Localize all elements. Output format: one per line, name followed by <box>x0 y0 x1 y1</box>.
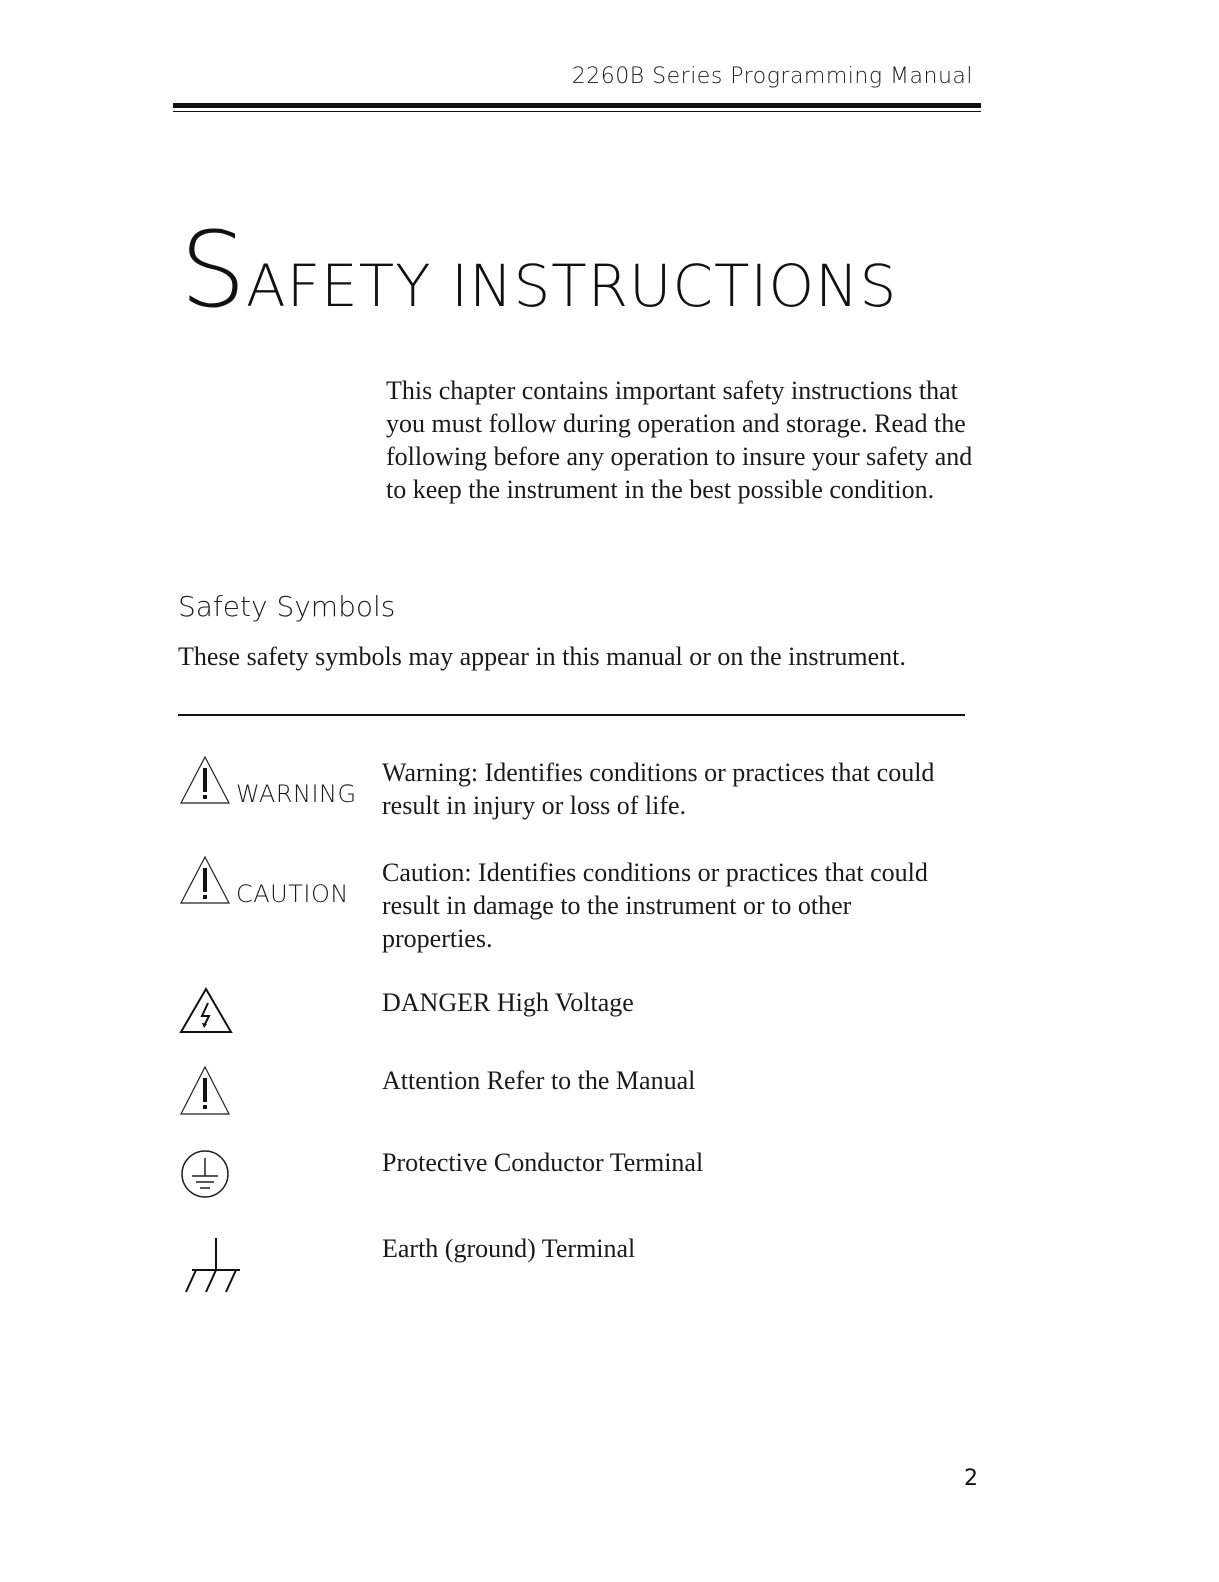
page-number: 2 <box>964 1466 978 1491</box>
running-header: 2260B Series Programming Manual <box>571 64 973 89</box>
warning-description: Warning: Identifies conditions or practices that could result in injury or loss of life. <box>382 758 935 820</box>
section-rule <box>178 714 965 716</box>
high-voltage-description: DANGER High Voltage <box>382 988 634 1017</box>
caution-badge: CAUTION <box>236 880 349 908</box>
symbol-row-attention <box>178 1064 968 1118</box>
symbol-row-high-voltage <box>178 986 968 1036</box>
section-heading: Safety Symbols <box>178 590 396 623</box>
header-rule-thin <box>173 111 981 112</box>
symbol-row-protective-conductor <box>178 1146 968 1202</box>
caution-triangle-icon <box>178 854 232 911</box>
symbol-row-warning <box>178 754 968 824</box>
chapter-intro: This chapter contains important safety instructions that you must follow during operation and storage. Read the following before any operation to insure your safety and to keep the instrument in the best possible condition. <box>386 376 973 504</box>
earth-ground-icon <box>178 1236 244 1301</box>
warning-triangle-icon <box>178 754 232 811</box>
earth-ground-description: Earth (ground) Terminal <box>382 1234 636 1263</box>
header-rule-thick <box>173 103 981 108</box>
protective-conductor-icon <box>178 1146 232 1207</box>
chapter-title-initial: S <box>180 209 247 331</box>
caution-description: Caution: Identifies conditions or practices that could result in damage to the instrument or to other properties. <box>382 858 928 953</box>
chapter-title-rest: AFETY INSTRUCTIONS <box>246 252 898 320</box>
chapter-title <box>180 209 898 331</box>
attention-manual-icon <box>178 1064 232 1123</box>
warning-badge: WARNING <box>236 780 357 808</box>
symbol-row-caution <box>178 854 968 954</box>
protective-conductor-description: Protective Conductor Terminal <box>382 1148 704 1177</box>
attention-description: Attention Refer to the Manual <box>382 1066 696 1095</box>
symbol-row-earth-ground <box>178 1232 968 1296</box>
high-voltage-icon <box>178 986 234 1041</box>
section-intro: These safety symbols may appear in this manual or on the instrument. <box>178 642 906 671</box>
